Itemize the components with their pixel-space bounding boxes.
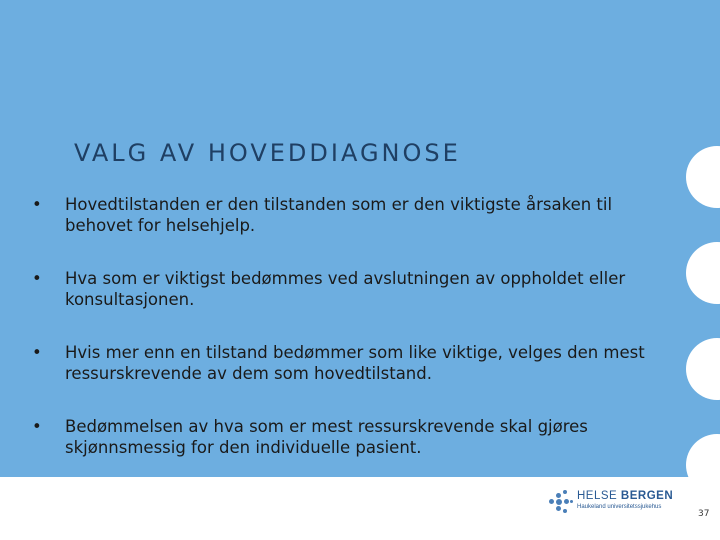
bullet-item (32, 194, 684, 236)
logo-name-part2: BERGEN (620, 490, 674, 502)
slide-title: VALG AV HOVEDDIAGNOSE (74, 139, 461, 167)
bullet-marker: • (32, 417, 42, 436)
bullet-text: Hva som er viktigst bedømmes ved avslutningen av oppholdet eller konsultasjonen. (65, 269, 626, 309)
bullet-text: Bedømmelsen av hva som er mest ressurskrevende skal gjøres skjønnsmessig for den individuelle pasient. (65, 417, 588, 457)
logo-name-part1: HELSE (577, 490, 621, 502)
bullet-marker: • (32, 195, 42, 214)
bullet-text: Hvis mer enn en tilstand bedømmer som like viktige, velges den mest ressurskrevende av dem som hovedtilstand. (65, 343, 645, 383)
bullet-marker: • (32, 269, 42, 288)
helse-bergen-logo (549, 489, 689, 515)
decorative-circle (686, 146, 720, 208)
bullet-list (32, 194, 684, 490)
logo-subtitle: Haukeland universitetssjukehus (577, 504, 662, 510)
logo-dots-icon (549, 489, 575, 515)
decorative-circle (686, 242, 720, 304)
bullet-text: Hovedtilstanden er den tilstanden som er den viktigste årsaken til behovet for helsehjelp. (65, 195, 613, 235)
bullet-item (32, 268, 684, 310)
page-number: 37 (698, 509, 710, 519)
decorative-circle (686, 338, 720, 400)
bullet-marker: • (32, 343, 42, 362)
bullet-item (32, 416, 684, 458)
bullet-item (32, 342, 684, 384)
logo-name (577, 490, 673, 502)
